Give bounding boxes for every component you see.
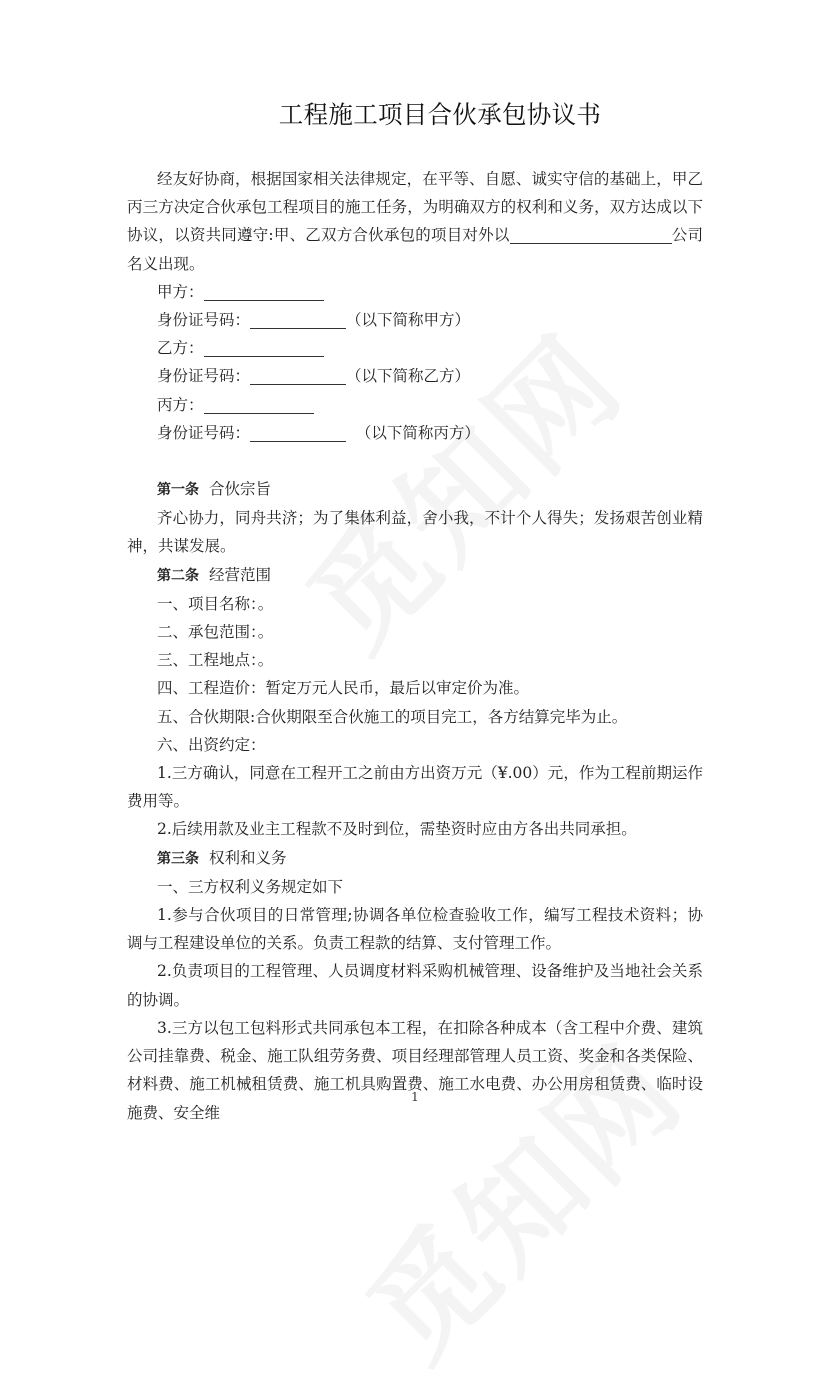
article-1-heading <box>127 475 703 504</box>
party-b-id-label: 身份证号码： <box>157 367 251 386</box>
party-c-blank <box>204 395 314 414</box>
article-1-text: 齐心协力，同舟共济；为了集体利益，舍小我，不计个人得失；发扬艰苦创业精神，共谋发展。 <box>127 509 703 556</box>
party-b-id-blank <box>250 366 346 385</box>
party-a-note: （以下简称甲方） <box>346 311 471 330</box>
party-b-blank <box>204 338 324 357</box>
article-2-title: 经营范围 <box>209 565 272 584</box>
article-3-title: 权利和义务 <box>209 848 287 867</box>
article-3-subhead: 一、三方权利义务规定如下 <box>157 877 344 896</box>
party-a-line <box>127 278 703 306</box>
party-b-id-line <box>127 362 703 390</box>
article-3-clause: 1.参与合伙项目的日常管理;协调各单位检查验收工作，编写工程技术资料；协调与工程建设单位的关系。负责工程款的结算、支付管理工作。 <box>127 906 703 953</box>
party-c-note: （以下简称丙方） <box>355 423 480 442</box>
party-b-line <box>127 334 703 362</box>
intro-text: 经友好协商，根据国家相关法律规定，在平等、自愿、诚实守信的基础上，甲乙丙三方决定合伙承包工程项目的施工任务，为明确双方的权利和义务，双方达成以下协议，以资共同遵守:甲、乙双方合伙承包的项目对外以 <box>127 170 703 245</box>
article-2-item: 六、出资约定： <box>157 735 266 754</box>
party-c-label: 丙方： <box>157 395 204 414</box>
party-b-note: （以下简称乙方） <box>346 367 471 386</box>
page-number: 1 <box>411 1090 419 1104</box>
party-b-label: 乙方： <box>157 339 204 358</box>
article-2-heading <box>127 561 703 590</box>
spacer <box>127 447 703 475</box>
party-c-id-line <box>127 419 703 447</box>
article-2-item: 二、承包范围：。 <box>157 623 274 642</box>
article-2-item: 三、工程地点：。 <box>157 651 274 670</box>
party-c-id-label: 身份证号码： <box>157 423 251 442</box>
party-c-id-blank <box>250 423 346 442</box>
document-body <box>127 165 703 1127</box>
party-c-line <box>127 391 703 419</box>
intro-paragraph <box>127 165 703 278</box>
party-a-id-blank <box>250 310 346 329</box>
article-1-number: 第一条 <box>157 482 199 499</box>
article-1-title: 合伙宗旨 <box>209 480 272 499</box>
party-a-id-label: 身份证号码： <box>157 311 251 330</box>
investment-clause: 1.三方确认，同意在工程开工之前由方出资万元（¥.00）元，作为工程前期运作费用等。 <box>127 764 703 811</box>
investment-clause: 2.后续用款及业主工程款不及时到位，需垫资时应由方各出共同承担。 <box>157 820 637 839</box>
company-name-blank <box>510 225 672 244</box>
party-a-blank <box>204 282 324 301</box>
party-a-id-line <box>127 306 703 334</box>
article-2-item: 一、项目名称：。 <box>157 594 274 613</box>
document-title: 工程施工项目合伙承包协议书 <box>278 100 602 129</box>
intro-text-end: 公司名义出现。 <box>127 226 703 273</box>
article-2-item: 五、合伙期限:合伙期限至合伙施工的项目完工，各方结算完毕为止。 <box>157 707 628 726</box>
article-2-item: 四、工程造价：暂定万元人民币，最后以审定价为准。 <box>157 679 530 698</box>
article-3-clause: 2.负责项目的工程管理、人员调度材料采购机械管理、设备维护及当地社会关系的协调。 <box>127 962 703 1009</box>
article-3-number: 第三条 <box>157 850 199 867</box>
party-a-label: 甲方： <box>157 282 204 301</box>
article-2-number: 第二条 <box>157 567 199 584</box>
article-3-clause: 3.三方以包工包料形式共同承包本工程，在扣除各种成本（含工程中介费、建筑公司挂靠费、税金、施工队组劳务费、项目经理部管理人员工资、奖金和各类保险、材料费、施工机械租赁费、施工机具购置费、施工水电费、办公用房租赁费、临时设施费、安全维 <box>127 1018 703 1122</box>
article-3-heading <box>127 844 703 873</box>
